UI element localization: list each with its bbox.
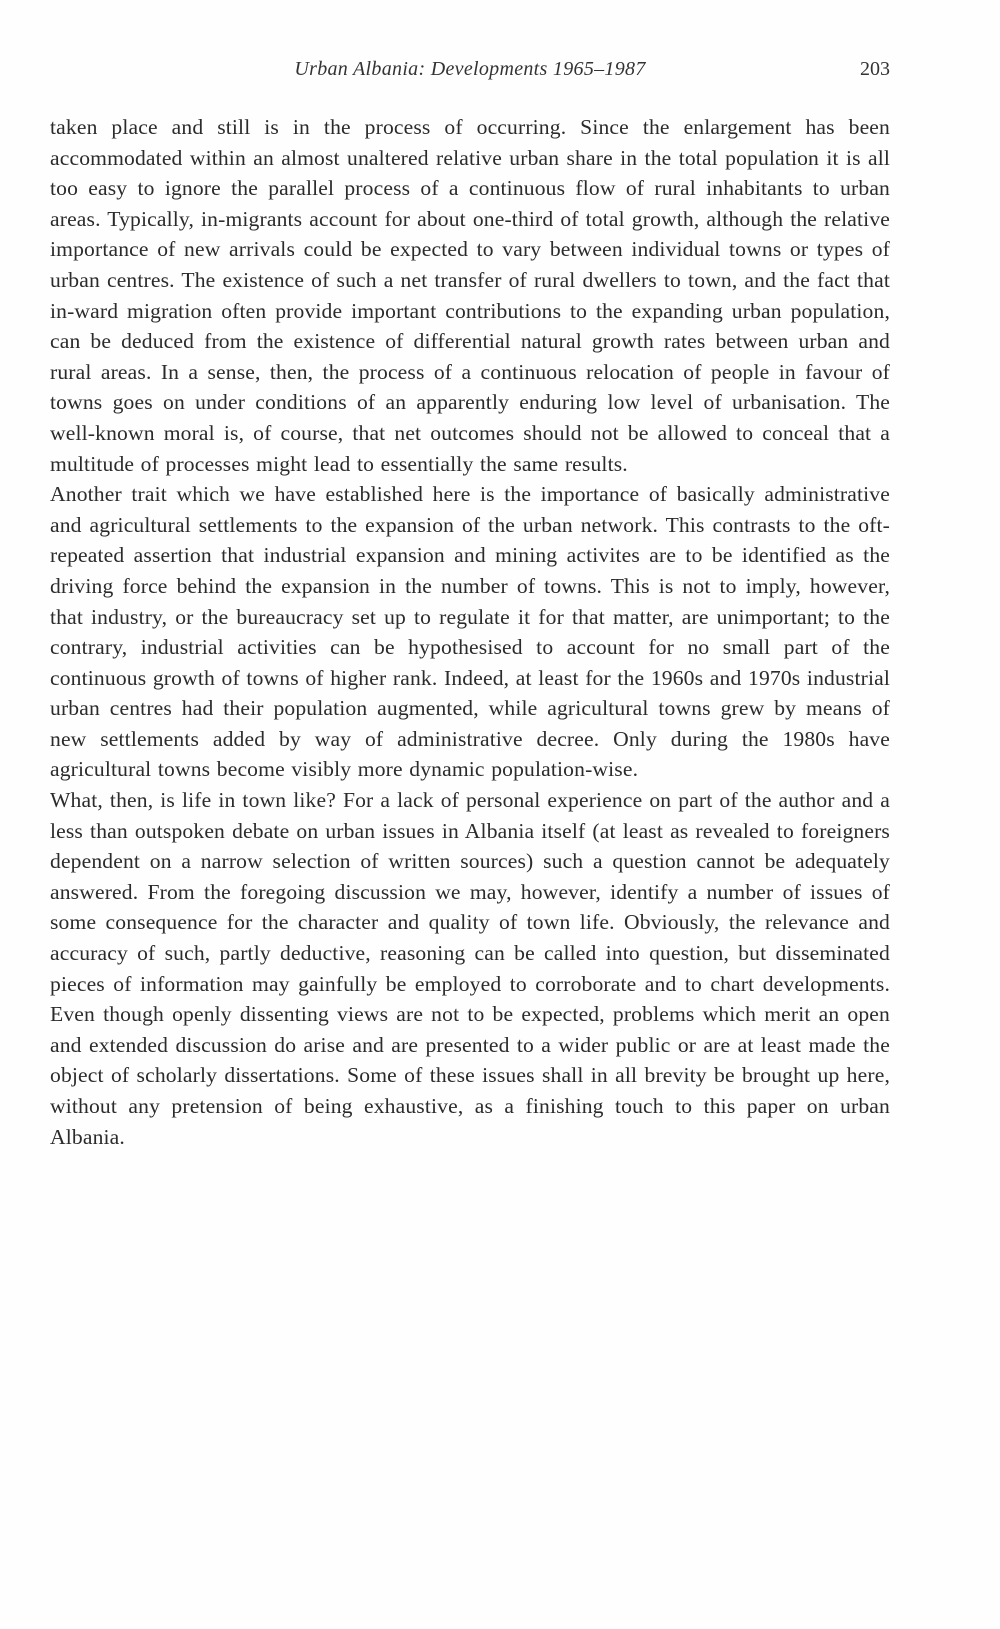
running-title: Urban Albania: Developments 1965–1987 (294, 58, 646, 80)
paragraph: Another trait which we have established here is the importance of basically administrative and agricultural settlements to the expansion of the urban network. This contrasts to the oft-repeated assertion that industrial expansion and mining activites are to be identified as the driving force behind the expansion in the number of towns. This is not to imply, however, that industry, or the bureaucracy set up to regulate it for that matter, are unimportant; to the contrary, industrial activities can be hypothesised to account for no small part of the continuous growth of towns of higher rank. Indeed, at least for the 1960s and 1970s industrial urban centres had their population augmented, while agricultural towns grew by means of new settlements added by way of administrative decree. Only during the 1980s have agricultural towns become visibly more dynamic population-wise. (50, 482, 890, 782)
paragraph: What, then, is life in town like? For a lack of personal experience on part of the author and a less than outspoken debate on urban issues in Albania itself (at least as revealed to foreigners dependent on a narrow selection of written sources) such a question cannot be adequately answered. From the foregoing discussion we may, however, identify a number of issues of some consequence for the character and quality of town life. Obviously, the relevance and accuracy of such, partly deductive, reasoning can be called into question, but disseminated pieces of information may gainfully be employed to corroborate and to chart developments. Even though openly dissenting views are not to be expected, problems which merit an open and extended discussion do arise and are presented to a wider public or are at least made the object of scholarly dissertations. Some of these issues shall in all brevity be brought up here, without any pretension of being exhaustive, as a finishing touch to this paper on urban Albania. (50, 788, 890, 1149)
page-number: 203 (860, 58, 890, 80)
body-text (50, 112, 890, 1152)
paragraph: taken place and still is in the process of occurring. Since the enlargement has been accommodated within an almost unaltered relative urban share in the total population it is all too easy to ignore the parallel process of a continuous flow of rural inhabitants to urban areas. Typically, in-migrants account for about one-third of total growth, although the relative importance of new arrivals could be expected to vary between individual towns or types of urban centres. The existence of such a net transfer of rural dwellers to town, and the fact that in-ward migration often provide important contributions to the expanding urban population, can be deduced from the existence of differential natural growth rates between urban and rural areas. In a sense, then, the process of a continuous relocation of people in favour of towns goes on under conditions of an apparently enduring low level of urbanisation. The well-known moral is, of course, that net outcomes should not be allowed to conceal that a multitude of processes might lead to essentially the same results. (50, 115, 890, 476)
running-head (50, 58, 890, 88)
